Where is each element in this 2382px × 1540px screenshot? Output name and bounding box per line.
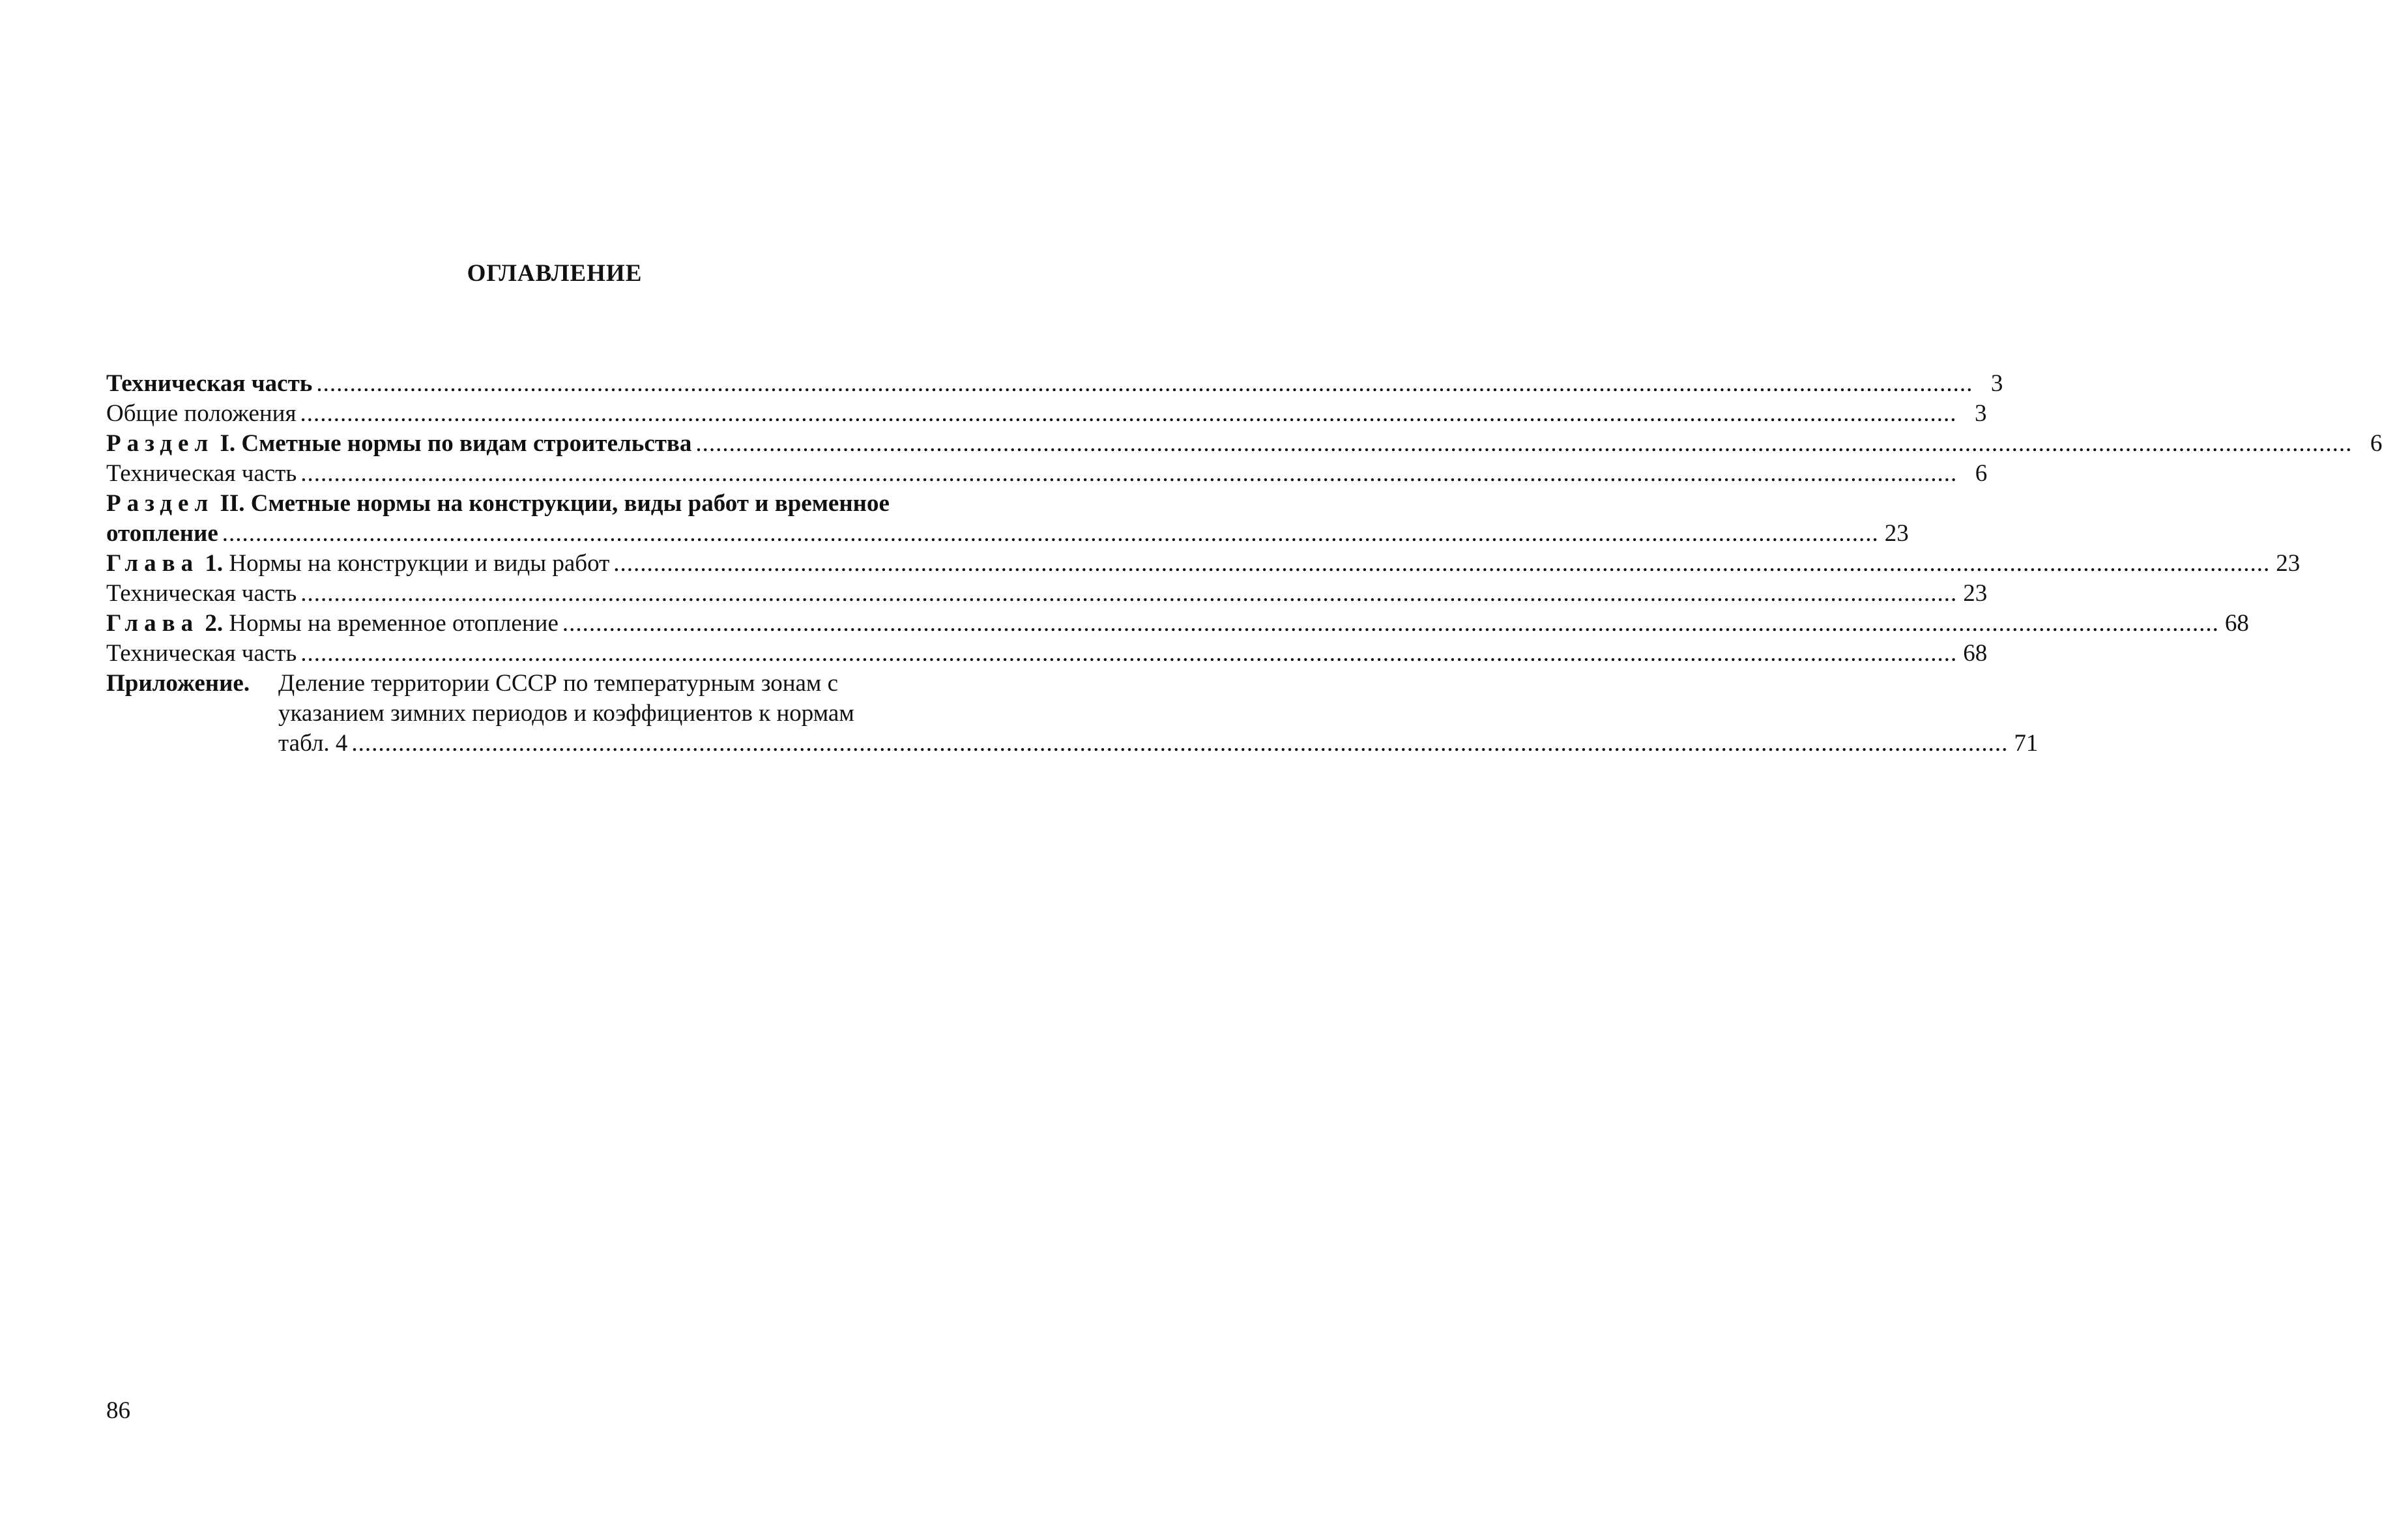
appendix-line: указанием зимних периодов и коэффициентов к нормам	[278, 700, 854, 727]
appendix-line: Деление территории СССР по температурным зонам с	[278, 670, 839, 697]
chapter-number: 1.	[205, 550, 224, 577]
toc-entry-label: Техническая часть	[106, 580, 297, 607]
toc-page-number: 71	[2014, 730, 2039, 757]
chapter-prefix: Глава	[106, 550, 199, 577]
toc-page-number: 23	[1884, 520, 1909, 547]
toc-entry-label: Техническая часть	[106, 460, 297, 487]
section-prefix: Раздел	[106, 430, 214, 457]
toc-entry-section-2-line1	[106, 489, 1006, 519]
toc-page-number: 6	[2370, 430, 2382, 457]
chapter-number: 2.	[205, 610, 224, 637]
toc-entry-technical-part-section-1	[106, 459, 1988, 489]
chapter-title: Нормы на временное отопление	[229, 610, 559, 637]
toc-entry-technical-part-chapter-2	[106, 639, 1988, 669]
toc-entry-section-2-line2	[106, 519, 1909, 549]
chapter-title: Нормы на конструкции и виды работ	[229, 550, 610, 577]
section-title: I. Сметные нормы по видам строительства	[220, 430, 692, 457]
dot-leader	[695, 429, 2352, 459]
chapter-prefix: Глава	[106, 610, 199, 637]
toc-entry-chapter-2	[106, 609, 2249, 639]
appendix-last-line	[278, 729, 2038, 759]
toc-entry-label: Общие положения	[106, 400, 297, 427]
dot-leader	[613, 549, 2270, 579]
appendix-label: Приложение.	[106, 670, 250, 697]
toc-entry-chapter-1	[106, 549, 2301, 579]
toc-page-number: 23	[1963, 580, 1988, 607]
dot-leader	[316, 369, 1973, 399]
dot-leader	[562, 609, 2219, 639]
dot-leader	[300, 579, 1957, 609]
page-number: 86	[106, 1397, 130, 1424]
toc-entry-technical-part-chapter-1	[106, 579, 1988, 609]
toc-entry-section-1	[106, 429, 2382, 459]
toc-entry-general-provisions	[106, 399, 1987, 429]
section-title: II. Сметные нормы на конструкции, виды работ и временное	[220, 490, 890, 517]
toc-page-number: 68	[2224, 610, 2249, 637]
toc-page-number: 3	[1990, 370, 2003, 397]
toc-page-number: 23	[2276, 550, 2301, 577]
table-of-contents	[106, 369, 2382, 759]
toc-entry-appendix	[106, 669, 2039, 759]
section-title-continued: отопление	[106, 520, 218, 547]
dot-leader	[351, 729, 2008, 759]
toc-entry-label	[106, 549, 609, 579]
toc-entry-label	[106, 609, 559, 639]
appendix-line: табл. 4	[278, 730, 348, 757]
toc-entry-technical-part	[106, 369, 2003, 399]
page-title: ОГЛАВЛЕНИЕ	[467, 260, 643, 287]
toc-entry-label: Техническая часть	[106, 640, 297, 667]
toc-page-number: 3	[1974, 400, 1987, 427]
section-prefix: Раздел	[106, 490, 214, 517]
dot-leader	[300, 399, 1956, 429]
dot-leader	[300, 639, 1957, 669]
appendix-body	[278, 669, 2038, 759]
dot-leader	[300, 459, 1957, 489]
toc-page-number: 6	[1975, 460, 1988, 487]
toc-entry-label	[106, 429, 691, 459]
toc-page-number: 68	[1963, 640, 1988, 667]
dot-leader	[222, 519, 1879, 549]
toc-entry-label: Техническая часть	[106, 370, 313, 397]
